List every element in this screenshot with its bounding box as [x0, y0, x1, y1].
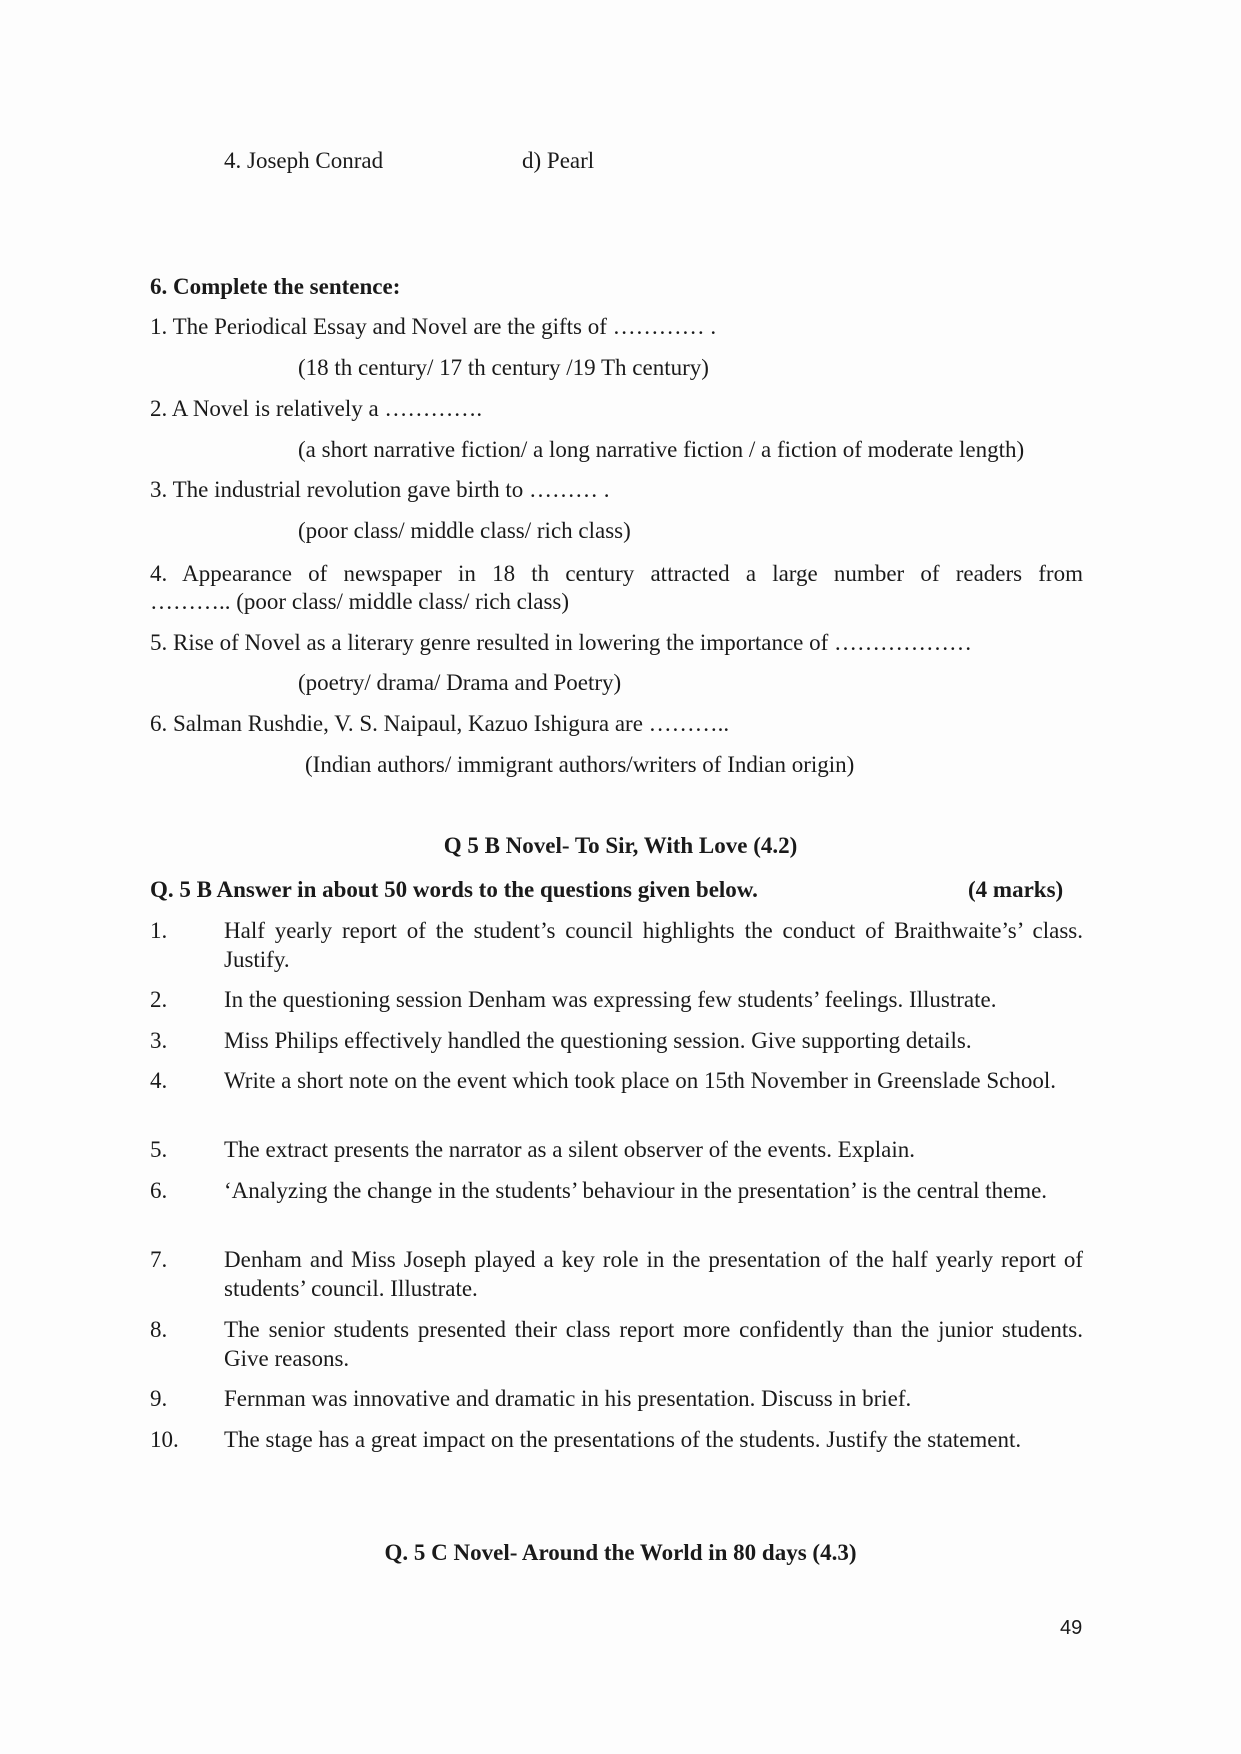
match-left-item: 4. Joseph Conrad — [224, 148, 384, 173]
question-text: Miss Philips effectively handled the questioning session. Give supporting details. — [224, 1028, 972, 1053]
question-number: 9. — [150, 1386, 168, 1411]
question-number: 5. — [150, 1137, 168, 1162]
q5c-title: Q. 5 C Novel- Around the World in 80 days (4.3) — [384, 1540, 857, 1565]
sentence-6: 6. Salman Rushdie, V. S. Naipaul, Kazuo Ishigura are ……….. — [150, 711, 730, 736]
question-text: Write a short note on the event which took place on 15th November in Greenslade School. — [224, 1068, 1056, 1093]
question-text: In the questioning session Denham was expressing few students’ feelings. Illustrate. — [224, 987, 997, 1012]
q5b-title: Q 5 B Novel- To Sir, With Love (4.2) — [443, 833, 798, 858]
question-text: Denham and Miss Joseph played a key role in the presentation of the half yearly report of students’ council. Illustrate. — [224, 1247, 1083, 1301]
sentence-4-line1: 4. Appearance of newspaper in 18 th century attracted a large number of readers from — [150, 561, 1083, 586]
question-text: Fernman was innovative and dramatic in his presentation. Discuss in brief. — [224, 1386, 912, 1411]
page-number: 49 — [1060, 1617, 1083, 1639]
question-text: The stage has a great impact on the presentations of the students. Justify the statement. — [224, 1427, 1022, 1452]
question-number: 7. — [150, 1247, 168, 1272]
sentence-5-options: (poetry/ drama/ Drama and Poetry) — [298, 670, 622, 695]
question-number: 10. — [150, 1427, 179, 1452]
sentence-2: 2. A Novel is relatively a …………. — [150, 396, 483, 421]
question-number: 6. — [150, 1178, 168, 1203]
q5b-instruction: Q. 5 B Answer in about 50 words to the questions given below. — [150, 877, 758, 902]
question-number: 4. — [150, 1068, 168, 1093]
q5b-marks: (4 marks) — [968, 877, 1064, 902]
question-number: 8. — [150, 1317, 168, 1342]
section-heading: 6. Complete the sentence: — [150, 274, 401, 299]
question-text: The extract presents the narrator as a silent observer of the events. Explain. — [224, 1137, 916, 1162]
question-text: ‘Analyzing the change in the students’ behaviour in the presentation’ is the central theme. — [224, 1178, 1048, 1203]
sentence-3-options: (poor class/ middle class/ rich class) — [298, 518, 631, 543]
sentence-5: 5. Rise of Novel as a literary genre resulted in lowering the importance of ……………… — [150, 630, 973, 655]
match-right-item: d) Pearl — [522, 148, 595, 173]
question-text: Half yearly report of the student’s council highlights the conduct of Braithwaite’s’ class. Justify. — [224, 918, 1083, 972]
sentence-3: 3. The industrial revolution gave birth to ……… . — [150, 477, 610, 502]
question-number: 1. — [150, 918, 168, 943]
question-number: 3. — [150, 1028, 168, 1053]
sentence-1-options: (18 th century/ 17 th century /19 Th century) — [298, 355, 709, 380]
question-text: The senior students presented their class report more confidently than the junior students. Give reasons. — [224, 1317, 1083, 1371]
question-number: 2. — [150, 987, 168, 1012]
sentence-1: 1. The Periodical Essay and Novel are the gifts of ………… . — [150, 314, 717, 339]
sentence-2-options: (a short narrative fiction/ a long narrative fiction / a fiction of moderate length) — [298, 437, 1025, 462]
sentence-6-options: (Indian authors/ immigrant authors/writers of Indian origin) — [305, 752, 855, 777]
sentence-4-line2: ……….. (poor class/ middle class/ rich class) — [150, 589, 570, 614]
